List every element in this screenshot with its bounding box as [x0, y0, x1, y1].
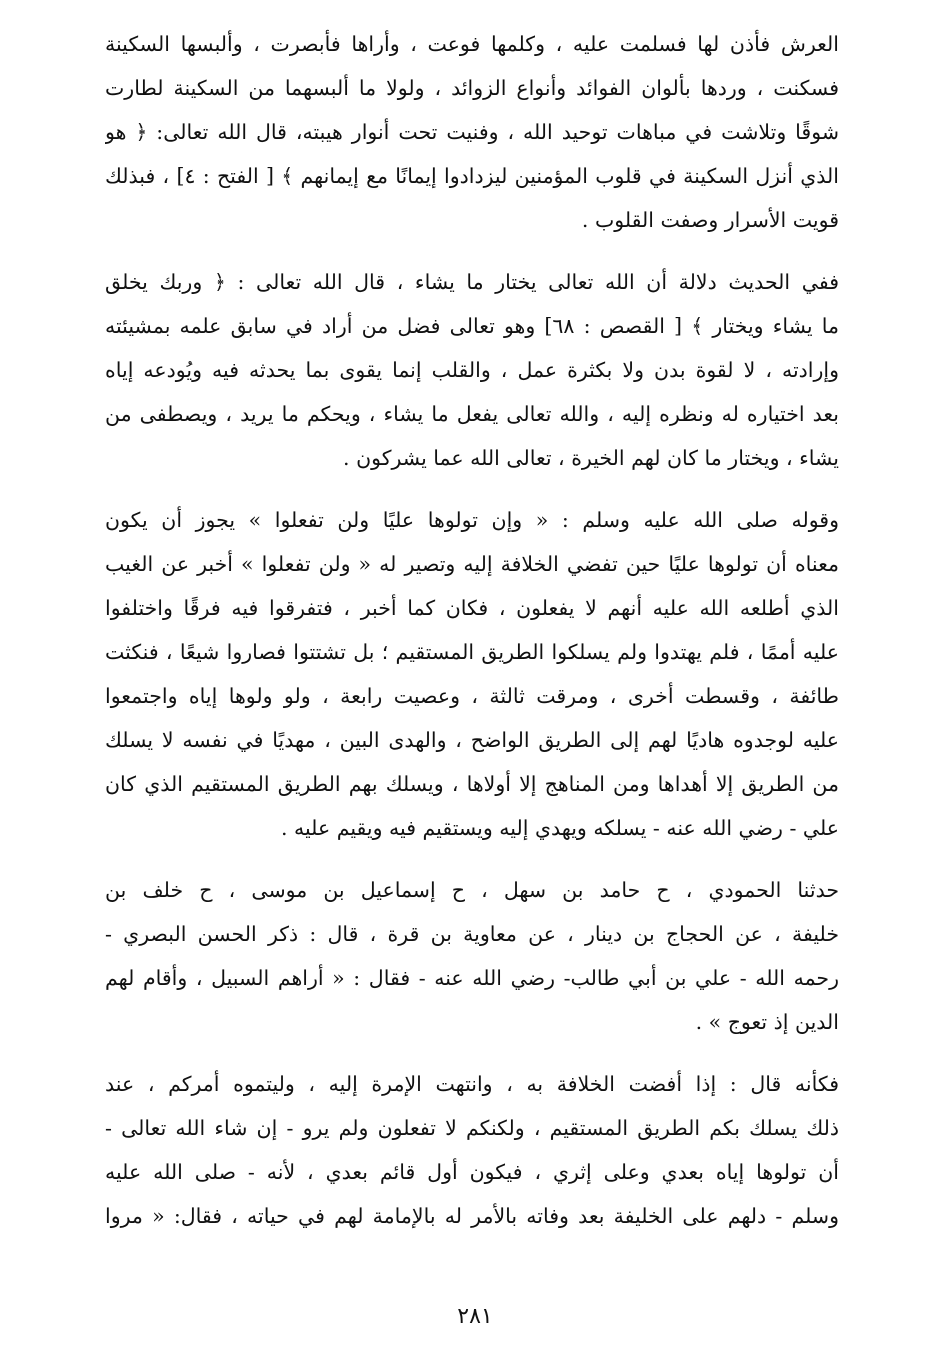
text-line: الذي أنزل السكينة في قلوب المؤمنين ليزدادوا إيمانًا مع إيمانهم ﴾ [ الفتح : ٤] ، فبذلك: [105, 164, 839, 188]
text-line: قويت الأسرار وصفت القلوب .: [581, 208, 839, 232]
text-line: من الطريق إلا أهداها ومن المناهج إلا أولاها ، ويسلك بهم الطريق المستقيم الذي كان: [105, 772, 839, 796]
text-line: خليفة ، عن الحجاج بن دينار ، عن معاوية بن قرة ، قال : ذكر الحسن البصري -: [105, 922, 839, 946]
paragraph-hadith-commentary: [105, 498, 839, 850]
text-line: بعد اختياره له ونظره إليه ، والله تعالى يفعل ما يشاء ، ويحكم ما يريد ، ويصطفى من: [105, 402, 839, 426]
text-line: ما يشاء ويختار ﴾ [ القصص : ٦٨] وهو تعالى فضل من أراد في سابق علمه بمشيئته: [105, 314, 839, 338]
text-line: شوقًا وتلاشت في مباهات توحيد الله ، وفنيت تحت أنوار هيبته، قال الله تعالى: ﴿ هو: [105, 120, 839, 144]
paragraph-sakina: [105, 22, 839, 242]
text-line: فسكنت ، وردها بألوان الفوائد وأنواع الزوائد ، ولولا ما ألبسهما من السكينة لطارت: [105, 76, 839, 100]
text-line: طائفة ، وقسطت أخرى ، ومرقت ثالثة ، وعصيت رابعة ، ولو ولوها إياه واجتمعوا: [105, 684, 839, 708]
text-line: العرش فأذن لها فسلمت عليه ، وكلمها فوعت ، وأراها فأبصرت ، وألبسها السكينة: [105, 32, 839, 56]
text-line: وإرادته ، لا لقوة بدن ولا بكثرة عمل ، والقلب إنما يقوى بما يحدثه فيه ويُودعه إياه: [105, 358, 839, 382]
paragraph-spacer: [105, 850, 839, 868]
paragraph-isnad: [105, 868, 839, 1044]
paragraph-spacer: [105, 1044, 839, 1062]
paragraph-spacer: [105, 480, 839, 498]
page-number: ٢٨١: [457, 1304, 493, 1329]
text-line: فكأنه قال : إذا أفضت الخلافة به ، وانتهت الإمرة إليه ، وليتموه أمركم ، عند: [105, 1072, 839, 1096]
text-line: عليه أممًا ، فلم يهتدوا ولم يسلكوا الطريق المستقيم ؛ بل تشتتوا فصاروا شيعًا ، فنكثت: [105, 640, 839, 664]
paragraph-divine-choice: [105, 260, 839, 480]
text-line: عليه لوجدوه هاديًا لهم إلى الطريق الواضح ، والهدى البين ، مهديًا في نفسه لا يسلك: [105, 728, 839, 752]
text-line: أن تولوها إياه بعدي وعلى إثري ، فيكون أول قائم بعدي ، لأنه - صلى الله عليه: [105, 1160, 839, 1184]
text-line: وقوله صلى الله عليه وسلم : « وإن تولوها عليًا ولن تفعلوا » يجوز أن يكون: [105, 508, 839, 532]
paragraph-spacer: [105, 242, 839, 260]
text-line: الذي أطلعه الله عليه أنهم لا يفعلون ، فكان كما أخبر ، فتفرقوا فيه فرقًا واختلفوا: [105, 596, 839, 620]
text-line: يشاء ، ويختار ما كان لهم الخيرة ، تعالى الله عما يشركون .: [343, 446, 839, 470]
text-line: حدثنا الحمودي ، ح حامد بن سهل ، ح إسماعيل بن موسى ، ح خلف بن: [105, 878, 839, 902]
paragraph-explanation: [105, 1062, 839, 1238]
text-line: وسلم - دلهم على الخليفة بعد وفاته بالأمر له بالإمامة لهم في حياته ، فقال: « مروا: [105, 1204, 839, 1228]
text-line: الدين إذ تعوج » .: [695, 1010, 839, 1034]
book-page-text: [105, 22, 839, 1292]
text-line: رحمه الله - علي بن أبي طالب- رضي الله عنه - فقال : « أراهم السبيل ، وأقام لهم: [105, 966, 839, 990]
text-line: ذلك يسلك بكم الطريق المستقيم ، ولكنكم لا تفعلون ولم يرو - إن شاء الله تعالى -: [105, 1116, 839, 1140]
text-line: معناه أن تولوها عليًا حين تفضي الخلافة إليه وتصير له « ولن تفعلوا » أخبر عن الغيب: [105, 552, 839, 576]
text-line: ففي الحديث دلالة أن الله تعالى يختار ما يشاء ، قال الله تعالى : ﴿ وربك يخلق: [105, 270, 839, 294]
text-line: علي - رضي الله عنه - يسلكه ويهدي إليه ويستقيم فيه ويقيم عليه .: [280, 816, 839, 840]
